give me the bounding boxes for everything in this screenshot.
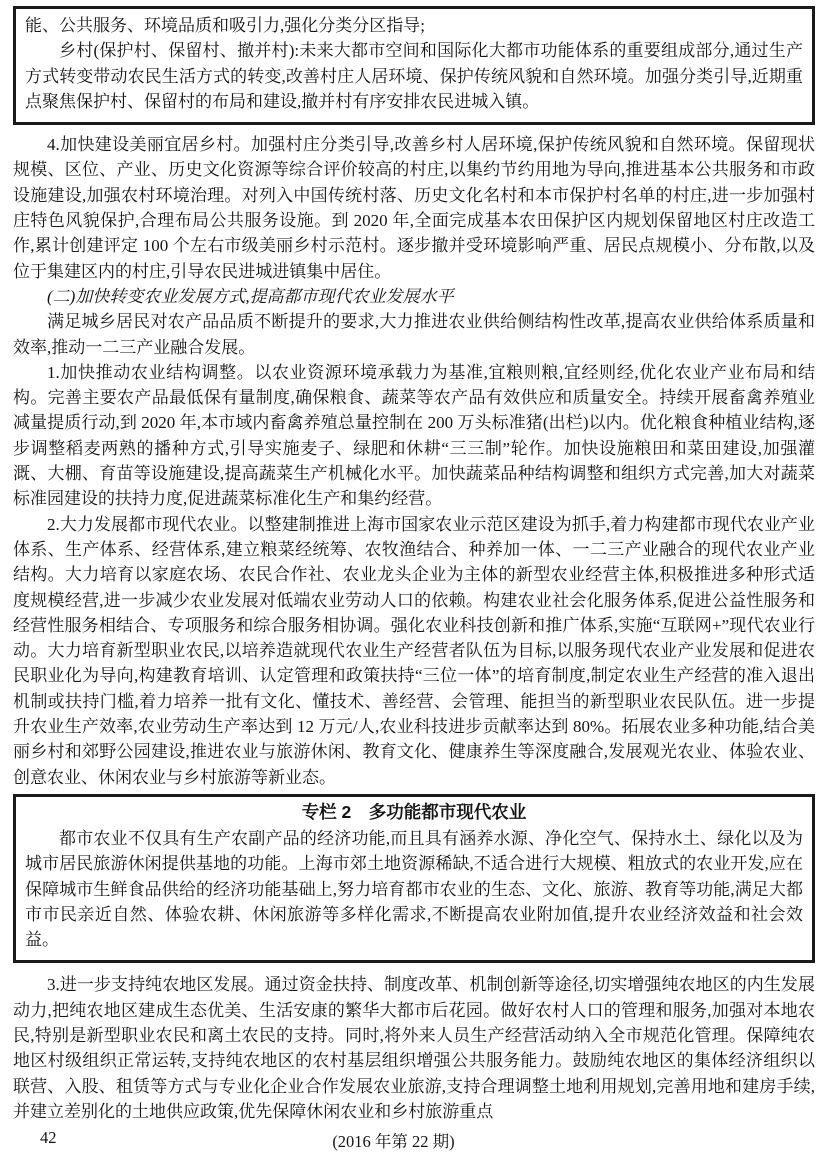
section-heading-2: (二)加快转变农业发展方式,提高都市现代农业发展水平 (47, 286, 454, 306)
paragraph-4-beautiful-villages: 4.加快建设美丽宜居乡村。加强村庄分类引导,改善乡村人居环境,保护传统风貌和自然环境。保留现状规模、区位、产业、历史文化资源等综合评价较高的村庄,以集约节约用地为导向,推进基本公共服务和市政设施建设,加强农村环境治理。对列入中国传统村落、历史文化名村和本市保护村名单的村庄,进一步加强村庄特色风貌保护,合理布局公共服务设施。到 2020 年,全面完成基本农田保护区内规划保留地区村庄改造工作,累计创建评定 100 个左右市级美丽乡村示范村。逐步撤并受环境影响严重、居民点规模小、分布散,以及位于集建区内的村庄,引导农民进城进镇集中居住。 (13, 135, 815, 281)
box-continuation-line: 能、公共服务、环境品质和吸引力,强化分类分区指导; (25, 16, 425, 35)
footer-page-number: 42 (40, 1128, 57, 1147)
box-village-paragraph: 乡村(保护村、保留村、撤并村):未来大都市空间和国际化大都市功能体系的重要组成部分,通过生产方式转变带动农民生活方式的转变,改善村庄人居环境、保护传统风貌和自然环境。加强分类引导,近期重点聚焦保护村、保留村的布局和建设,撤并村有序安排农民进城入镇。 (25, 41, 803, 111)
column-box-title: 专栏 2 多功能都市现代农业 (301, 801, 527, 822)
paragraph-2-urban-modern-agriculture: 2.大力发展都市现代农业。以整建制推进上海市国家农业示范区建设为抓手,着力构建都市现代农业产业体系、生产体系、经营体系,建立粮菜经统筹、农牧渔结合、种养加一体、一二三产业融合的现代农业产业结构。大力培育以家庭农场、农民合作社、农业龙头企业为主体的新型农业经营主体,积极推进多种形式适度规模经营,进一步减少农业发展对低端农业劳动人口的依赖。构建农业社会化服务体系,促进公益性服务和经营性服务相结合、专项服务和综合服务相协调。强化农业科技创新和推广体系,实施“互联网+”现代农业行动。大力培育新型职业农民,以培养造就现代农业生产经营者队伍为目标,以服务现代农业产业发展和促进农民职业化为导向,构建教育培训、认定管理和政策扶持“三位一体”的培育制度,制定农业生产经营的准入退出机制或扶持门槛,着力培养一批有文化、懂技术、善经营、会管理、能担当的新型职业农民队伍。进一步提升农业生产效率,农业劳动生产率达到 12 万元/人,农业科技进步贡献率达到 80%。拓展农业多种功能,结合美丽乡村和郊野公园建设,推进农业与旅游休闲、教育文化、健康养生等深度融合,发展观光农业、体验农业、创意农业、休闲农业与乡村旅游等新业态。 (13, 514, 815, 787)
paragraph-3-pure-agricultural-areas: 3.进一步支持纯农地区发展。通过资金扶持、制度改革、机制创新等途径,切实增强纯农地区的内生发展动力,把纯农地区建成生态优美、生活安康的繁华大都市后花园。做好农村人口的管理和服务,加强对本地农民,特别是新型职业农民和离土农民的支持。同时,将外来人员生产经营活动纳入全市规范化管理。保障纯农地区村级组织正常运转,支持纯农地区的农村基层组织增强公共服务能力。鼓励纯农地区的集体经济组织以联营、入股、租赁等方式与专业化企业合作发展农业旅游,支持合理调整土地利用规划,完善用地和建房手续,并建立差别化的土地供应政策,优先保障休闲农业和乡村旅游重点 (13, 975, 815, 1121)
column-box-body: 都市农业不仅具有生产农副产品的经济功能,而且具有涵养水源、净化空气、保持水土、绿化以及为城市居民旅游休闲提供基地的功能。上海市郊土地资源稀缺,不适合进行大规模、粗放式的农业开发,应在保障城市生鲜食品供给的经济功能基础上,努力培育都市农业的生态、文化、旅游、教育等功能,满足大都市市民亲近自然、体验农耕、休闲旅游等多样化需求,不断提高农业附加值,提升农业经济效益和社会效益。 (25, 828, 803, 950)
intro-paragraph-agriculture: 满足城乡居民对农产品品质不断提升的要求,大力推进农业供给侧结构性改革,提高农业供给体系质量和效率,推动一二三产业融合发展。 (13, 312, 815, 357)
footer-issue-label: (2016 年第 22 期) (332, 1132, 455, 1151)
column-box-2 (13, 794, 815, 963)
page-footer (0, 1128, 827, 1152)
paragraph-1-agriculture-structure: 1.加快推动农业结构调整。以农业资源环境承载力为基准,宜粮则粮,宜经则经,优化农业产业布局和结构。完善主要农产品最低保有量制度,确保粮食、蔬菜等农产品有效供应和质量安全。持续开展畜禽养殖业减量提质行动,到 2020 年,本市域内畜禽养殖总量控制在 200 万头标准猪(出栏)以内。优化粮食种植业结构,逐步调整稻麦两熟的播种方式,引导实施麦子、绿肥和休耕“三三制”轮作。加快设施粮田和菜田建设,加强灌溉、大棚、育苗等设施建设,提高蔬菜生产机械化水平。加快蔬菜品种结构调整和组织方式完善,加大对蔬菜标准园建设的扶持力度,促进蔬菜标准化生产和集约经营。 (13, 362, 815, 509)
village-classification-box (13, 6, 815, 125)
